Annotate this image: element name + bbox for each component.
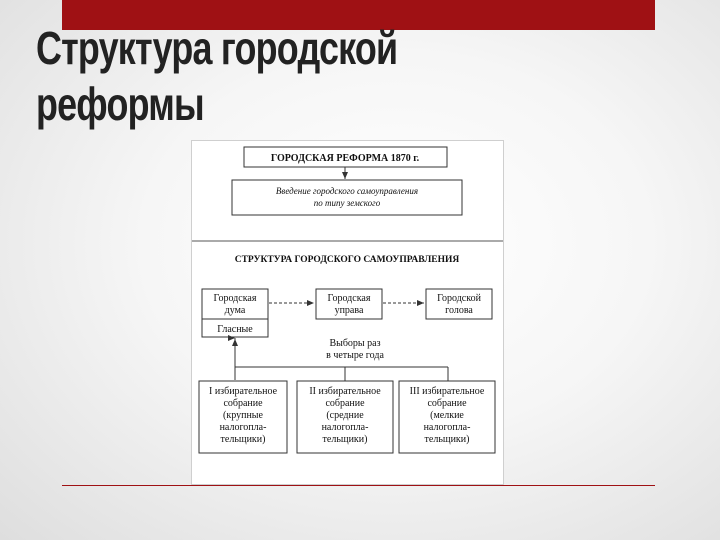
svg-text:III избирательное: III избирательное — [409, 386, 485, 397]
svg-text:собрание: собрание — [427, 398, 467, 409]
svg-text:II избирательное: II избирательное — [309, 386, 381, 397]
city-head-line-2: голова — [445, 305, 473, 316]
svg-text:налогопла-: налогопла- — [423, 422, 471, 433]
structure-header: СТРУКТУРА ГОРОДСКОГО САМОУПРАВЛЕНИЯ — [234, 255, 460, 265]
svg-text:собрание: собрание — [325, 398, 365, 409]
bottom-accent-line — [62, 485, 655, 486]
svg-text:налогопла-: налогопла- — [219, 422, 267, 433]
svg-text:тельщики): тельщики) — [220, 434, 266, 445]
svg-text:собрание: собрание — [223, 398, 263, 409]
slide-title: Структура городской реформы — [36, 22, 398, 130]
intro-line-1: Введение городского самоуправления — [275, 186, 419, 196]
svg-text:налогопла-: налогопла- — [321, 422, 369, 433]
city-reform-diagram — [191, 140, 504, 485]
city-uprava-line-1: Городская — [327, 293, 371, 304]
city-head-line-1: Городской — [437, 293, 481, 304]
svg-text:I избирательное: I избирательное — [208, 386, 278, 397]
glasnye-label: Гласные — [217, 324, 253, 335]
svg-text:(мелкие: (мелкие — [430, 410, 464, 421]
city-uprava-line-2: управа — [334, 305, 364, 316]
elections-line-1: Выборы раз — [329, 338, 381, 349]
intro-line-2: по типу земского — [313, 198, 381, 208]
svg-text:(крупные: (крупные — [223, 410, 263, 421]
elections-line-2: в четыре года — [326, 350, 384, 361]
svg-text:тельщики): тельщики) — [424, 434, 470, 445]
svg-text:(средние: (средние — [326, 410, 364, 421]
city-duma-line-2: дума — [224, 305, 246, 316]
city-duma-line-1: Городская — [213, 293, 257, 304]
svg-text:тельщики): тельщики) — [322, 434, 368, 445]
reform-header-text: ГОРОДСКАЯ РЕФОРМА 1870 г. — [270, 153, 420, 164]
